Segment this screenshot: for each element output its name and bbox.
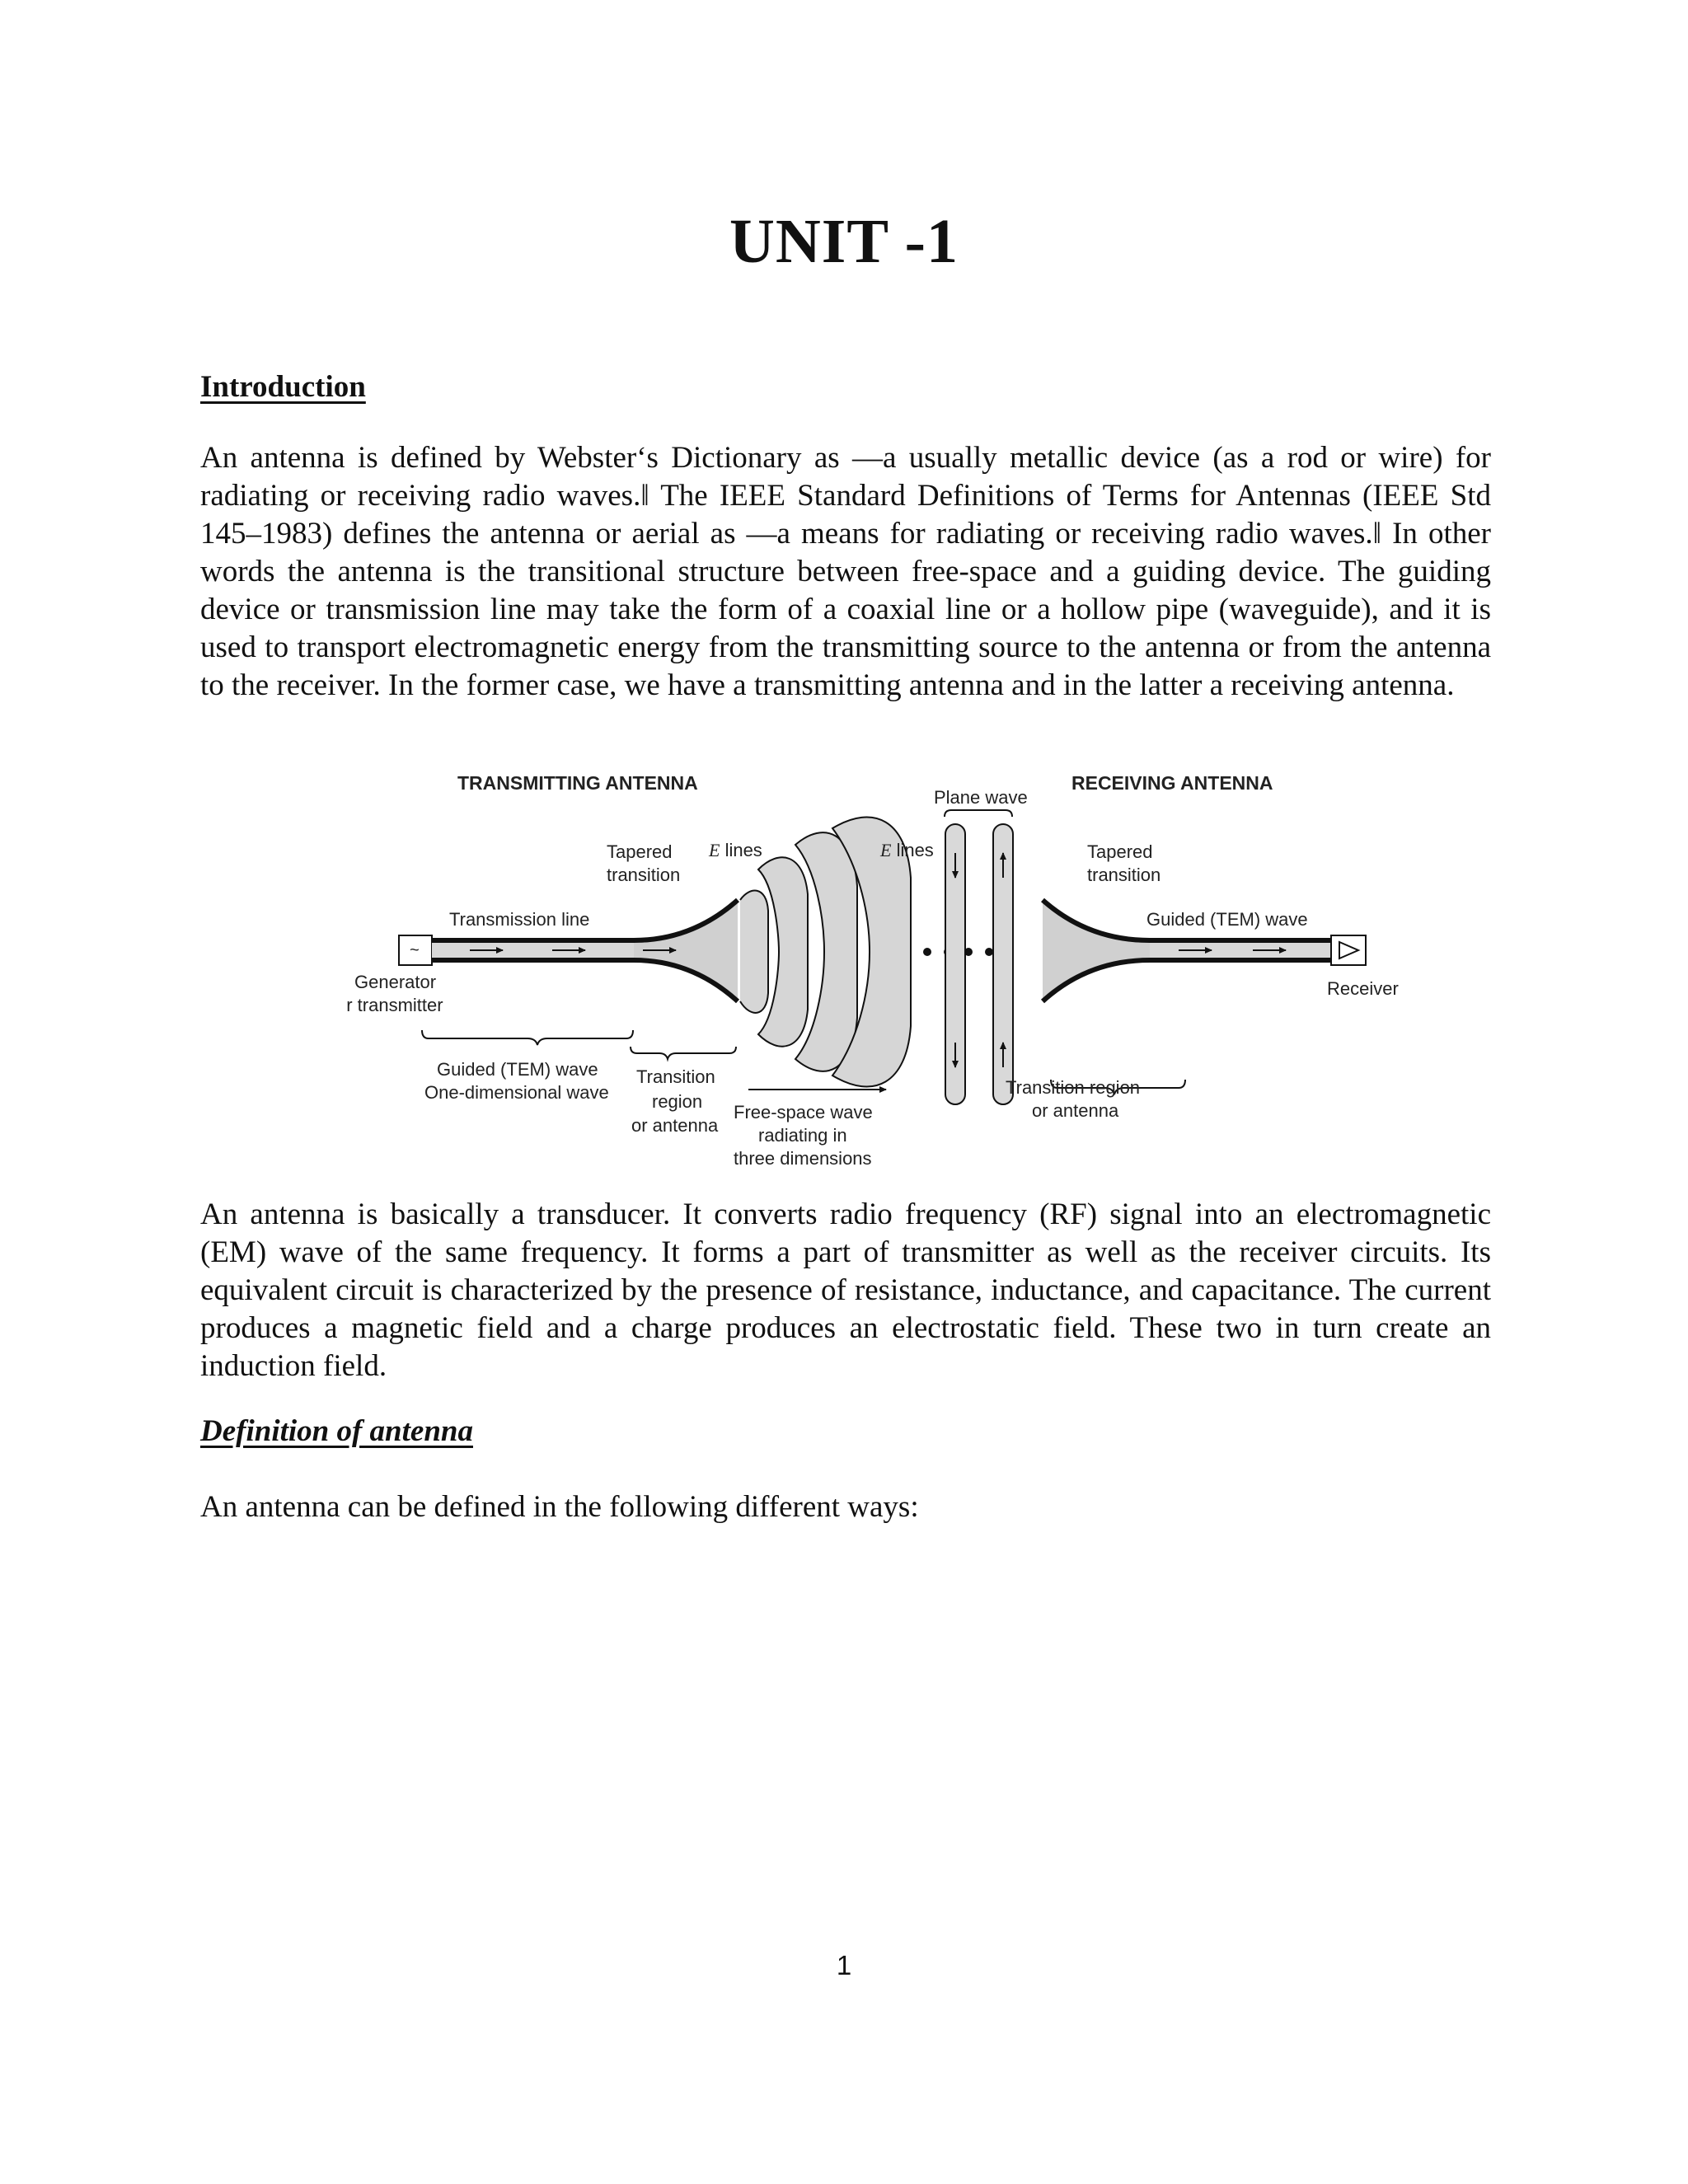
receiving-antenna-title: RECEIVING ANTENNA <box>1071 772 1273 794</box>
generator-symbol: ~ <box>410 941 420 959</box>
transition-3: or antenna <box>631 1115 719 1136</box>
section-heading-introduction: Introduction <box>200 370 366 404</box>
plane-wave-label: Plane wave <box>934 787 1028 808</box>
antenna-diagram <box>346 771 1434 1174</box>
generator-label-1: Generator <box>354 972 437 992</box>
tapered-right-1: Tapered <box>1087 841 1153 862</box>
transition-2: region <box>652 1091 703 1112</box>
dot-4 <box>985 948 993 956</box>
tapered-right-2: transition <box>1087 865 1161 885</box>
transmission-line-label: Transmission line <box>449 909 590 930</box>
e-lines-right: E lines <box>880 840 934 860</box>
receiver-box <box>1331 935 1366 965</box>
antenna-transition-figure <box>346 771 1434 1174</box>
dot-1 <box>923 948 931 956</box>
transition-brace <box>631 1047 736 1059</box>
guided-tem-top-label: Guided (TEM) wave <box>1146 909 1308 930</box>
paragraph-transducer: An antenna is basically a transducer. It converts radio frequency (RF) signal into an electromagnetic (EM) wave of the same frequency. It forms a part of transmitter as well as the receiver circuits. Its equivalent circuit is characterized by the presence of resistance, inductance, and capacitance. The current produces a magnetic field and a charge produces an electrostatic field. These two in turn create an induction field. <box>200 1197 1491 1383</box>
rx-transition-2: or antenna <box>1032 1100 1119 1121</box>
tapered-left-1: Tapered <box>607 841 673 862</box>
freespace-1: Free-space wave <box>734 1102 873 1122</box>
transmission-line-fill <box>432 940 634 960</box>
generator-label-2: or transmitter <box>346 995 443 1015</box>
e-line-loop-1 <box>740 891 768 1013</box>
freespace-2: radiating in <box>758 1125 847 1146</box>
page-title: UNIT -1 <box>729 207 959 276</box>
paragraph-definition-intro: An antenna can be defined in the following different ways: <box>200 1490 919 1524</box>
receiver-label: Receiver <box>1327 978 1399 999</box>
rx-line-fill <box>1150 940 1331 960</box>
guided-bottom-1: Guided (TEM) wave <box>437 1059 598 1080</box>
page-number: 1 <box>836 1950 852 1980</box>
guided-bottom-2: One-dimensional wave <box>424 1082 609 1103</box>
tapered-left-2: transition <box>607 865 681 885</box>
rx-transition-1: Transition region <box>1006 1077 1141 1098</box>
plane-wave-brace <box>945 810 1012 817</box>
guided-brace <box>422 1030 633 1045</box>
e-lines-left: E lines <box>709 840 762 860</box>
subheading-definition-of-antenna: Definition of antenna <box>200 1414 473 1448</box>
transition-1: Transition <box>636 1066 715 1087</box>
paragraph-introduction: An antenna is defined by Webster‘s Dictionary as ―a usually metallic device (as a rod or wire) for radiating or receiving radio waves.‖ The IEEE Standard Definitions of Terms for Antennas (IEEE Std 145–1983) defines the antenna or aerial as ―a means for radiating or receiving radio waves.‖ In other words the antenna is the transitional structure between free-space and a guiding device. The guiding device or transmission line may take the form of a coaxial line or a hollow pipe (waveguide), and it is used to transport electromagnetic energy from the transmitting source to the antenna or from the antenna to the receiver. In the former case, we have a transmitting antenna and in the latter a receiving antenna. <box>200 441 1491 702</box>
freespace-3: three dimensions <box>734 1148 872 1169</box>
transmitting-antenna-title: TRANSMITTING ANTENNA <box>457 772 698 794</box>
